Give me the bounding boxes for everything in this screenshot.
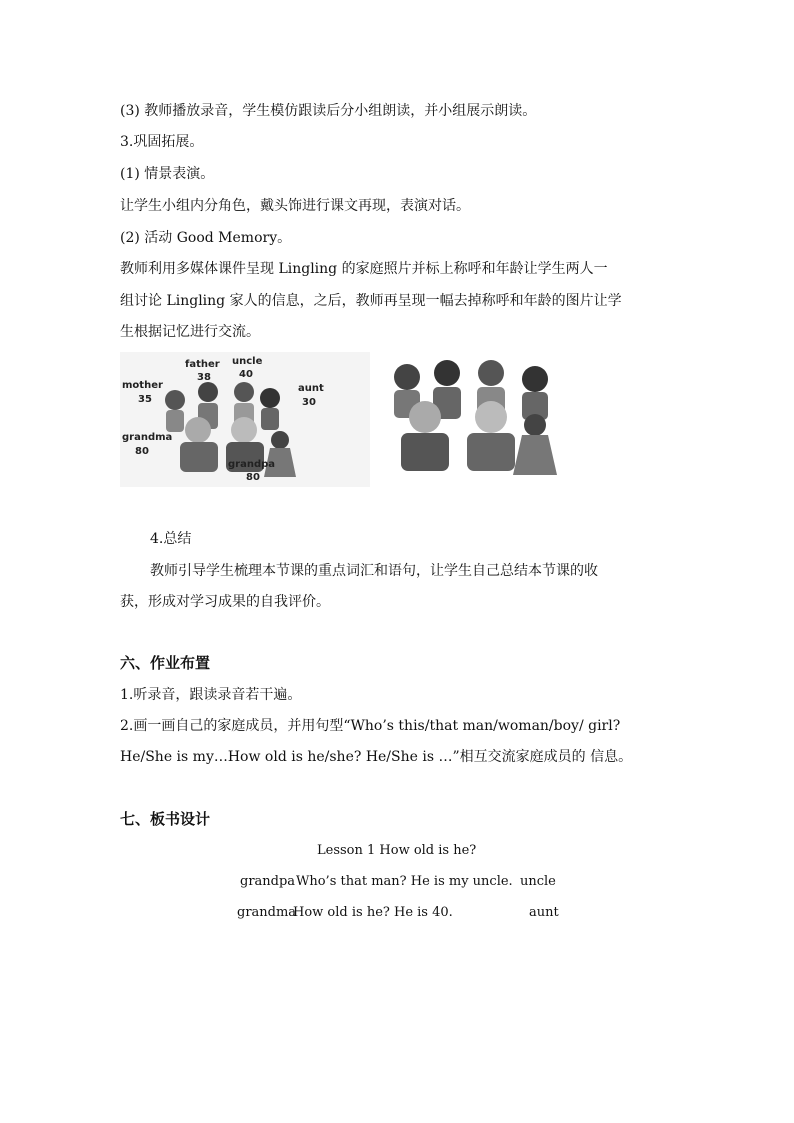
sub2-title: (2) 活动 Good Memory。: [120, 230, 292, 246]
sub1-text: 让学生小组内分角色，戴头饰进行课文再现，表演对话。: [120, 198, 470, 214]
board-title: Lesson 1 How old is he?: [317, 843, 477, 858]
board-row1-mid: Who’s that man? He is my uncle.: [296, 874, 513, 889]
aunt-figure: [522, 366, 548, 420]
sub1-title: (1) 情景表演。: [120, 166, 215, 182]
grandpa-label: grandpa: [228, 459, 276, 470]
section6-heading: 六、作业布置: [120, 654, 211, 672]
grandpa-figure: [467, 401, 515, 471]
homework-item2-line1: 2.画一画自己的家庭成员，并用句型“Who’s this/that man/woman/boy/ girl?: [120, 718, 621, 734]
step-3-3: (3) 教师播放录音，学生模仿跟读后分小组朗读，并小组展示朗读。: [120, 103, 537, 119]
board-row2-mid: How old is he? He is 40.: [293, 905, 453, 920]
grandma-label: grandma: [122, 432, 173, 443]
step4-text-line1: 教师引导学生梳理本节课的重点词汇和语句，让学生自己总结本节课的收: [150, 563, 598, 579]
father-age: 38: [197, 372, 211, 383]
father-label: father: [185, 359, 220, 370]
grandma-age: 80: [135, 446, 149, 457]
grandpa-age: 80: [246, 472, 260, 483]
uncle-age: 40: [239, 369, 253, 380]
sub2-text-line3: 生根据记忆进行交流。: [120, 324, 260, 340]
aunt-label: aunt: [298, 383, 324, 394]
board-row1-right: uncle: [520, 874, 556, 889]
section7-heading: 七、板书设计: [120, 810, 211, 828]
mother-figure: [165, 390, 185, 432]
aunt-age: 30: [302, 397, 316, 408]
step-3-title: 3.巩固拓展。: [120, 134, 204, 150]
family-picture-unlabeled: [385, 355, 565, 480]
board-row2-left: grandma: [237, 905, 297, 920]
step4-text-line2: 获，形成对学习成果的自我评价。: [120, 594, 330, 610]
girl-figure: [513, 414, 557, 475]
homework-item1: 1.听录音，跟读录音若干遍。: [120, 687, 302, 703]
board-row2-right: aunt: [529, 905, 559, 920]
aunt-figure: [260, 388, 280, 430]
step4-title: 4.总结: [150, 531, 192, 547]
mother-label: mother: [122, 380, 163, 391]
family-picture-labeled: [120, 352, 370, 487]
homework-item2-line2: He/She is my…How old is he/she? He/She is …”相互交流家庭成员的 信息。: [120, 749, 633, 765]
board-row1-left: grandpa: [240, 874, 296, 889]
sub2-text-line2: 组讨论 Lingling 家人的信息，之后，教师再呈现一幅去掉称呼和年龄的图片让学: [120, 293, 622, 309]
uncle-label: uncle: [232, 356, 263, 367]
mother-age: 35: [138, 394, 152, 405]
sub2-text-line1: 教师利用多媒体课件呈现 Lingling 的家庭照片并标上称呼和年龄让学生两人一: [120, 261, 608, 277]
